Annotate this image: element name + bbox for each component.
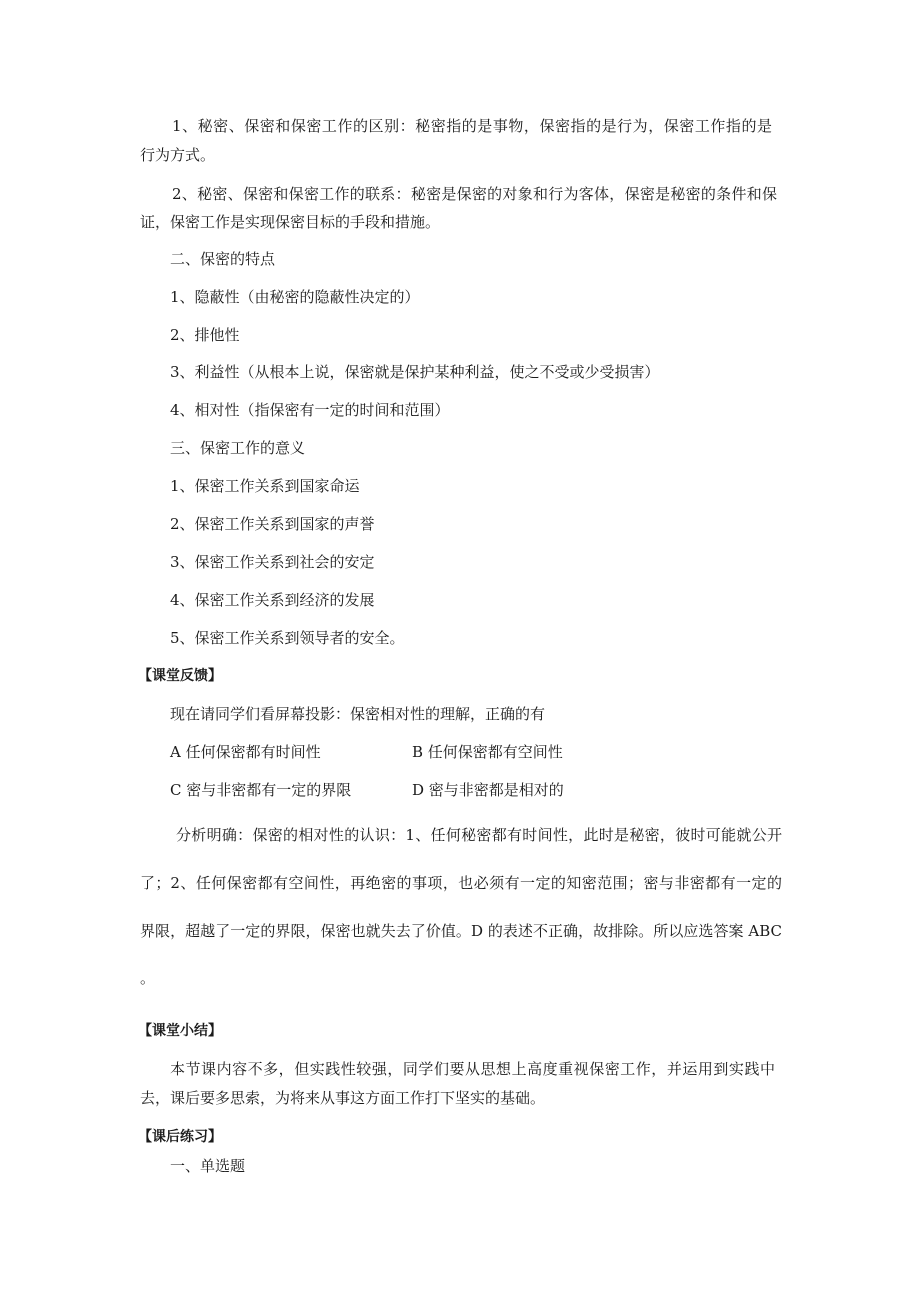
paragraph-line: 证，保密工作是实现保密目标的手段和措施。 <box>140 213 441 231</box>
option-d: D 密与非密都是相对的 <box>412 781 564 799</box>
list-item: 3、利益性（从根本上说，保密就是保护某种利益，使之不受或少受损害） <box>170 363 660 381</box>
list-item: 4、保密工作关系到经济的发展 <box>170 591 375 609</box>
analysis-line: 。 <box>140 969 156 987</box>
feedback-question: 现在请同学们看屏幕投影：保密相对性的理解，正确的有 <box>170 705 546 723</box>
analysis-line: 界限，超越了一定的界限，保密也就失去了价值。D 的表述不正确，故排除。所以应选答案 ABC <box>140 922 782 940</box>
summary-heading: 【课堂小结】 <box>138 1023 222 1039</box>
section-heading: 一、单选题 <box>170 1157 246 1175</box>
option-a: A 任何保密都有时间性 <box>170 743 321 761</box>
option-c: C 密与非密都有一定的界限 <box>170 781 352 799</box>
list-item: 2、排他性 <box>170 326 240 344</box>
feedback-heading: 【课堂反馈】 <box>138 668 222 684</box>
summary-line: 去，课后要多思索，为将来从事这方面工作打下坚实的基础。 <box>140 1089 546 1107</box>
list-item: 5、保密工作关系到领导者的安全。 <box>170 629 405 647</box>
homework-heading: 【课后练习】 <box>138 1129 222 1145</box>
list-item: 1、隐蔽性（由秘密的隐蔽性决定的） <box>170 288 420 306</box>
section-heading: 三、保密工作的意义 <box>170 439 306 457</box>
paragraph-line: 2、秘密、保密和保密工作的联系：秘密是保密的对象和行为客体，保密是秘密的条件和保 <box>172 185 777 203</box>
summary-line: 本节课内容不多，但实践性较强，同学们要从思想上高度重视保密工作，并运用到实践中 <box>170 1060 775 1078</box>
analysis-line: 了；2、任何保密都有空间性，再绝密的事项，也必须有一定的知密范围；密与非密都有一定的 <box>140 874 782 892</box>
list-item: 1、保密工作关系到国家命运 <box>170 477 360 495</box>
option-b: B 任何保密都有空间性 <box>412 743 563 761</box>
paragraph-line: 行为方式。 <box>140 146 216 164</box>
paragraph-line: 1、秘密、保密和保密工作的区别：秘密指的是事物，保密指的是行为，保密工作指的是 <box>172 117 772 135</box>
list-item: 4、相对性（指保密有一定的时间和范围） <box>170 401 450 419</box>
list-item: 3、保密工作关系到社会的安定 <box>170 553 375 571</box>
section-heading: 二、保密的特点 <box>170 250 276 268</box>
list-item: 2、保密工作关系到国家的声誉 <box>170 515 375 533</box>
analysis-line: 分析明确：保密的相对性的认识：1、任何秘密都有时间性，此时是秘密，彼时可能就公开 <box>176 826 782 844</box>
